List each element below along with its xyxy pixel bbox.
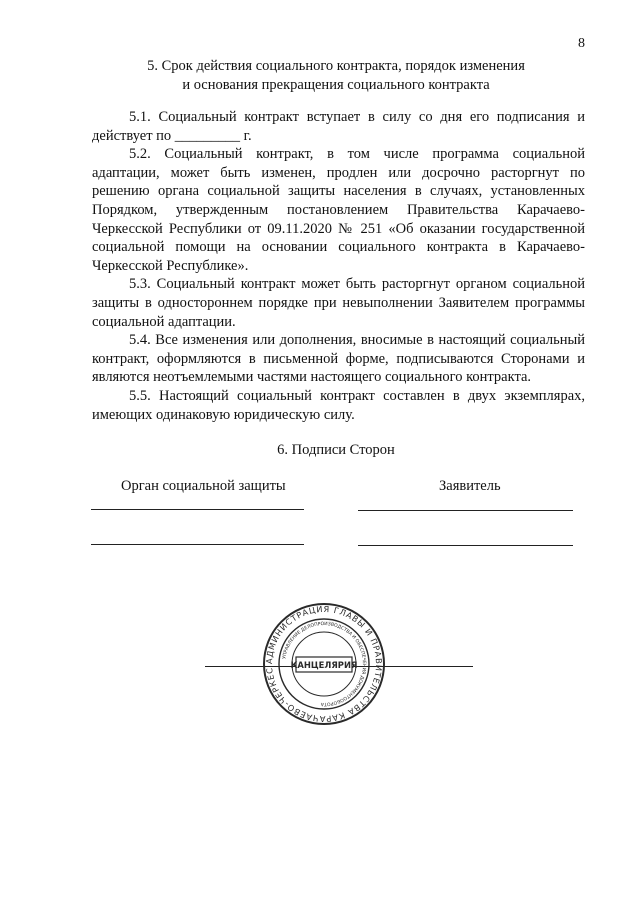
seal-graphic	[262, 602, 386, 726]
paragraph-5-5: 5.5. Настоящий социальный контракт составлен в двух экземплярах, имеющих одинаковую юридическую силу.	[92, 387, 585, 423]
seal-center-text: КАНЦЕЛЯРИЯ	[290, 660, 358, 670]
paragraph-5-1: 5.1. Социальный контракт вступает в силу со дня его подписания и действует по _________ г.	[92, 109, 585, 144]
section-5-body	[92, 108, 585, 424]
section-5-title-line-1: 5. Срок действия социального контракта, порядок изменения	[147, 58, 525, 74]
page-number: 8	[578, 36, 585, 51]
right-signature-line-2	[358, 545, 573, 546]
paragraph-5-4: 5.4. Все изменения или дополнения, вносимые в настоящий социальный контракт, оформляются в письменной форме, подписываются Сторонами и являются неотъемлемыми частями настоящего социального контракта.	[92, 332, 585, 386]
left-party-label: Орган социальной защиты	[121, 478, 286, 494]
right-signature-line-1	[358, 510, 573, 511]
official-seal	[262, 602, 386, 726]
left-signature-line-1	[91, 509, 304, 510]
seal-outer-text: АДМИНИСТРАЦИЯ ГЛАВЫ И ПРАВИТЕЛЬСТВА КАРАЧАЕВО-ЧЕРКЕС	[263, 603, 385, 725]
paragraph-5-2: 5.2. Социальный контракт, в том числе программа социальной адаптации, может быть изменен, продлен или досрочно расторгнут по решению органа социальной защиты населения в случаях, установленных Порядком, утвержденным постановлением Правительства Карачаево-Черкесской Республики от 09.11.2020 № 251 «Об оказании государственной социальной помощи на основании социального контракта в Карачаево-Черкесской Республике».	[92, 146, 585, 274]
section-5-title-line-2: и основания прекращения социального контракта	[182, 77, 490, 93]
section-6-title: 6. Подписи Сторон	[277, 442, 395, 458]
seal-inner-text: УПРАВЛЕНИЕ ДЕЛОПРОИЗВОДСТВА И ОБЕСПЕЧЕНИЯ ДОКУМЕНТООБОРОТА	[282, 621, 367, 707]
right-party-label: Заявитель	[439, 478, 501, 494]
paragraph-5-3: 5.3. Социальный контракт может быть расторгнут органом социальной защиты в одностороннем порядке при невыполнении Заявителем программы социальной адаптации.	[92, 276, 585, 330]
left-signature-line-2	[91, 544, 304, 545]
section-5-title	[92, 57, 580, 95]
